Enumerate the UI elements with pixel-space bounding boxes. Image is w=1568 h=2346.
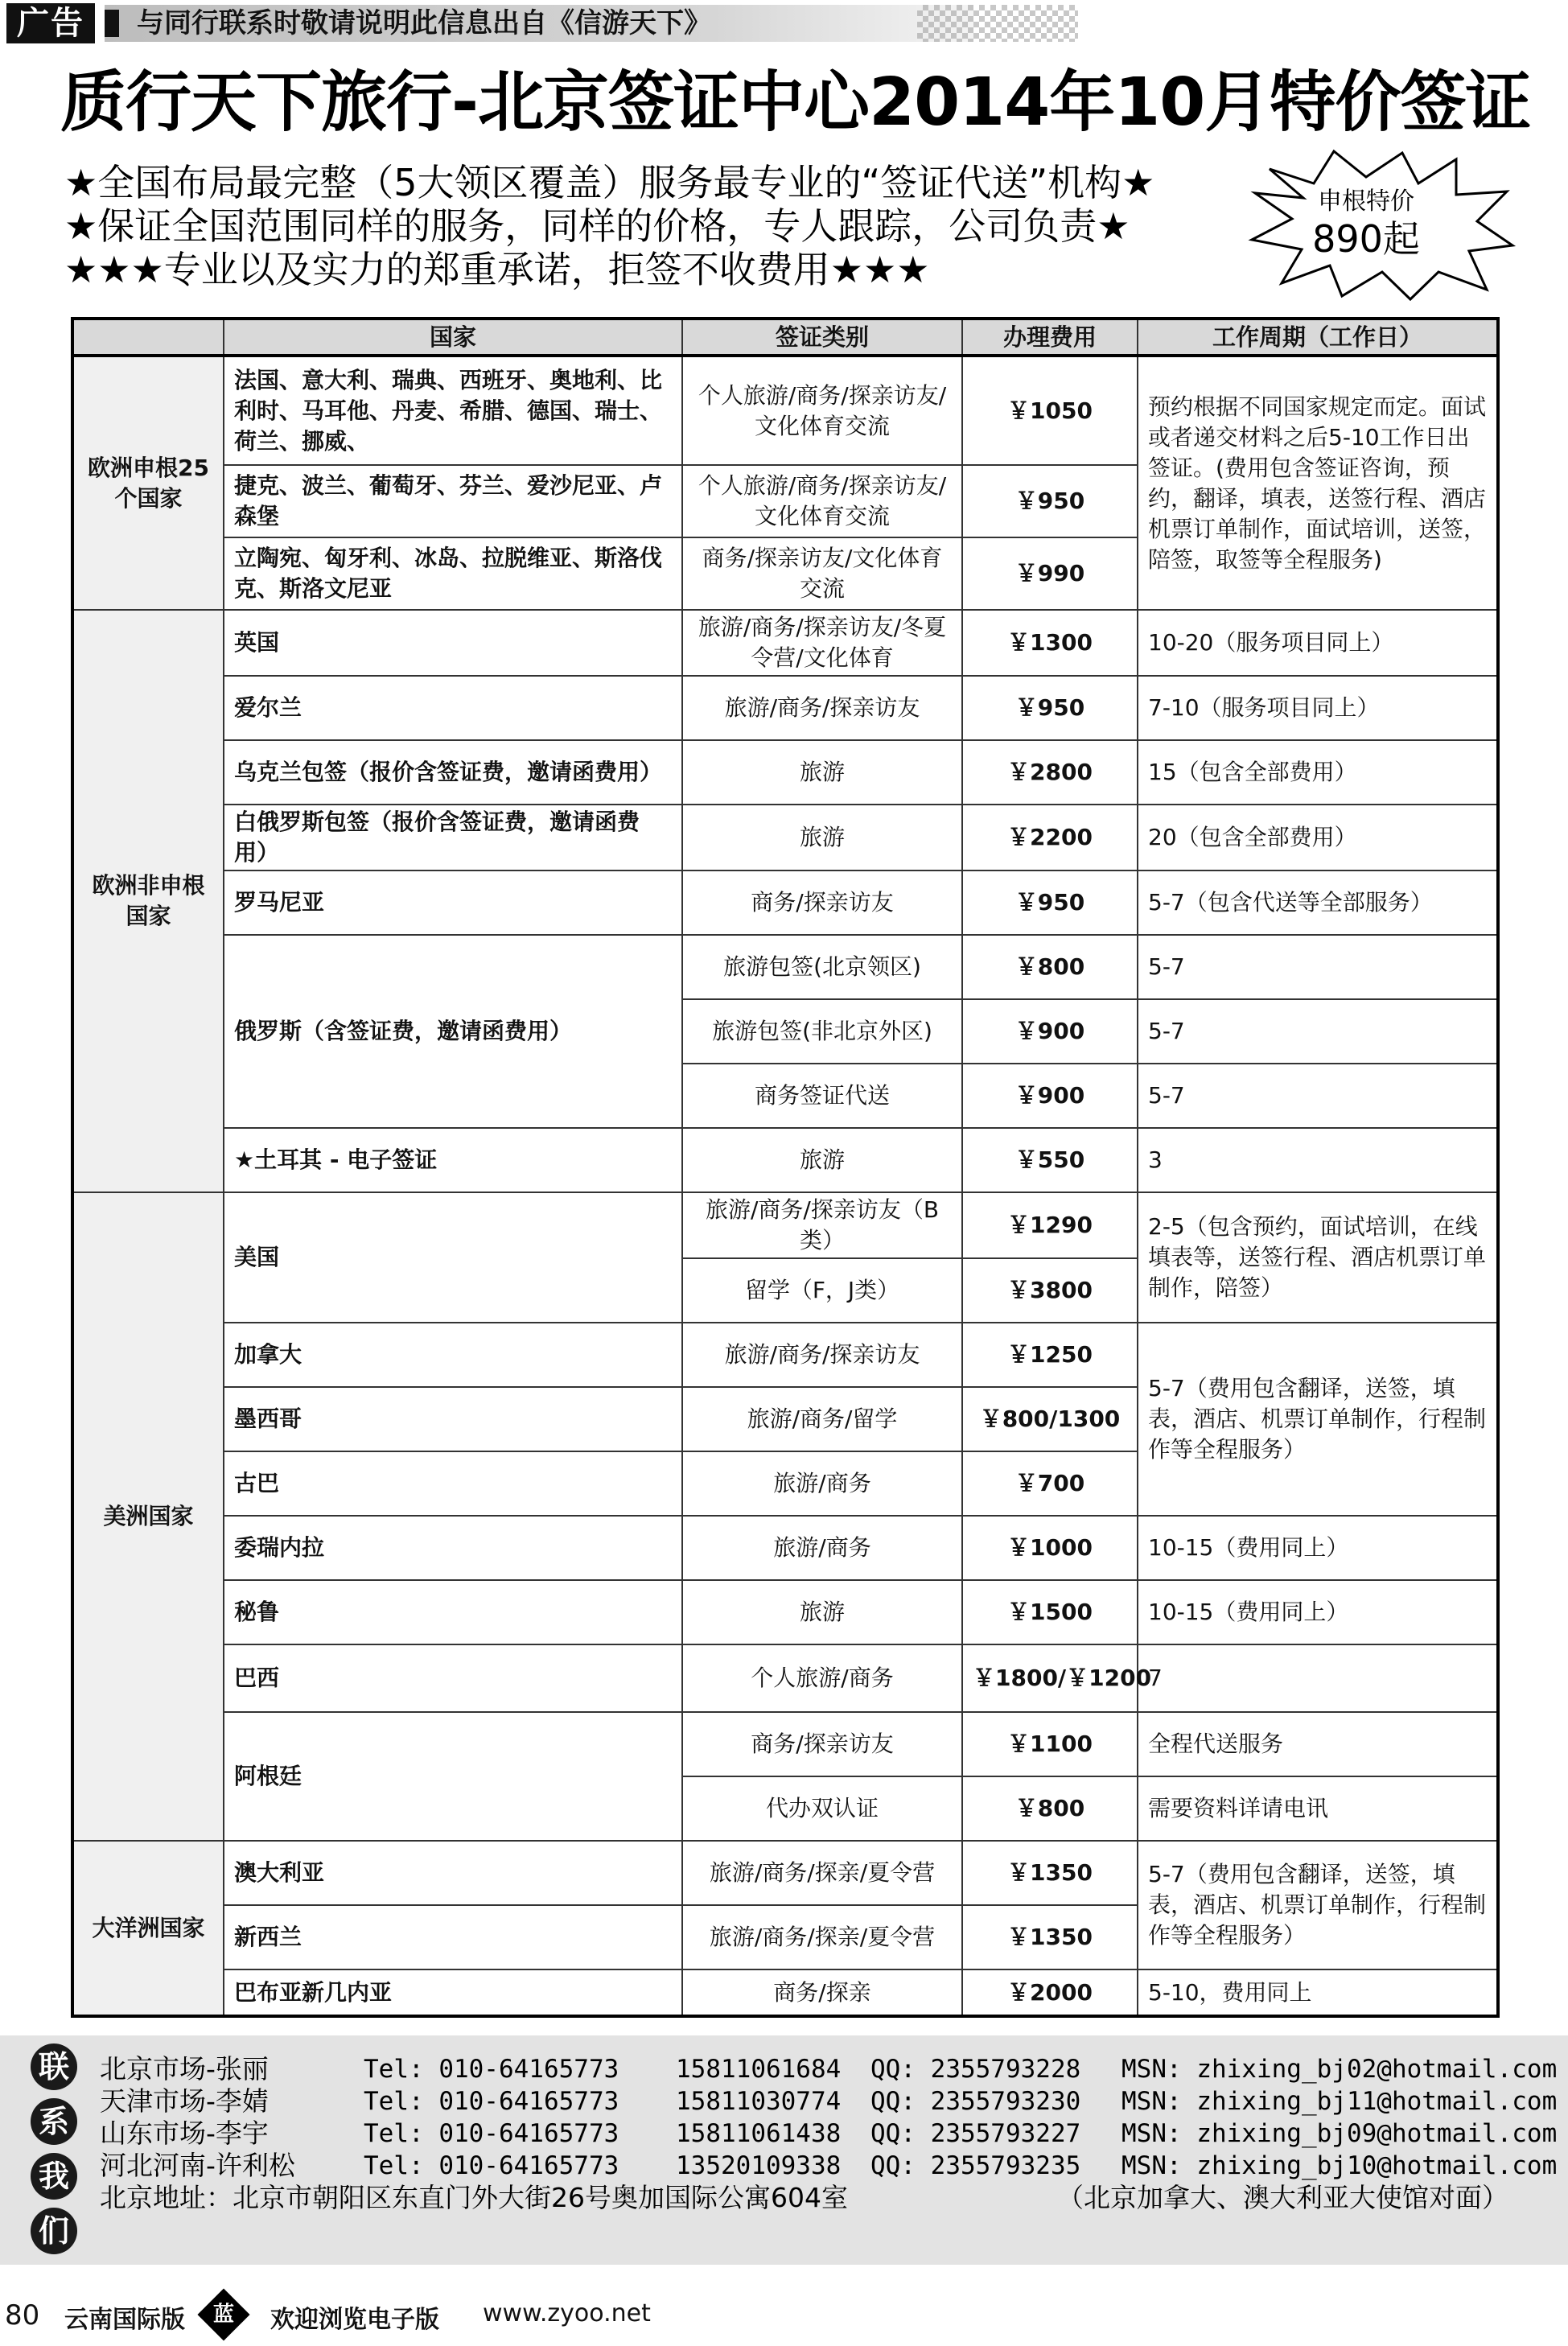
table-row	[72, 740, 1498, 805]
table-row	[72, 676, 1498, 740]
contact-tel: Tel: 010-64165773	[364, 2151, 619, 2180]
visa-type-cell: 商务/探亲	[682, 1969, 962, 2016]
fee-cell: ￥1100	[962, 1712, 1138, 1776]
period-cell: 7	[1138, 1644, 1498, 1712]
country-cell: 白俄罗斯包签（报价含签证费，邀请函费用）	[224, 805, 682, 870]
fee-cell: ￥3800	[962, 1258, 1138, 1323]
contact-tab-char: 系	[31, 2098, 77, 2145]
fee-cell: ￥1350	[962, 1905, 1138, 1969]
table-row	[72, 1128, 1498, 1192]
fee-cell: ￥1050	[962, 356, 1138, 465]
contact-name: 山东市场-李宇	[100, 2118, 269, 2149]
period-cell: 15（包含全部费用）	[1138, 740, 1498, 805]
country-cell: 罗马尼亚	[224, 870, 682, 935]
country-cell: 英国	[224, 610, 682, 676]
contact-name: 河北河南-许利松	[100, 2150, 295, 2181]
fee-cell: ￥950	[962, 676, 1138, 740]
visa-price-table	[71, 317, 1500, 2018]
period-cell: 5-7	[1138, 1064, 1498, 1128]
fee-cell: ￥2000	[962, 1969, 1138, 2016]
period-cell: 10-15（费用同上）	[1138, 1516, 1498, 1580]
visa-type-cell: 旅游/商务	[682, 1516, 962, 1580]
table-row	[72, 1323, 1498, 1387]
fee-cell: ￥1350	[962, 1841, 1138, 1905]
country-cell: 捷克、波兰、葡萄牙、芬兰、爱沙尼亚、卢森堡	[224, 465, 682, 537]
ad-bar	[0, 0, 1568, 47]
visa-type-cell: 旅游/商务/留学	[682, 1387, 962, 1451]
period-cell: 5-7（费用包含翻译，送签，填表，酒店、机票订单制作，行程制作等全程服务）	[1138, 1841, 1498, 1969]
period-cell: 5-10，费用同上	[1138, 1969, 1498, 2016]
visa-type-cell: 代办双认证	[682, 1776, 962, 1841]
page-title: 质行天下旅行-北京签证中心2014年10月特价签证	[60, 64, 1531, 141]
contact-qq: QQ: 2355793230	[870, 2087, 1081, 2116]
table-row	[72, 935, 1498, 999]
contact-tel: Tel: 010-64165773	[364, 2119, 619, 2148]
fee-cell: ￥1250	[962, 1323, 1138, 1387]
period-cell: 需要资料详请电讯	[1138, 1776, 1498, 1841]
country-cell: 立陶宛、匈牙利、冰岛、拉脱维亚、斯洛伐克、斯洛文尼亚	[224, 537, 682, 610]
contact-tab	[29, 2035, 77, 2265]
contact-name: 天津市场-李婧	[100, 2085, 269, 2117]
badge-text: 蓝	[212, 2303, 234, 2327]
contact-msn: MSN: zhixing_bj11@hotmail.com	[1121, 2087, 1558, 2116]
fee-cell: ￥2800	[962, 740, 1138, 805]
visa-type-cell: 旅游	[682, 1580, 962, 1644]
fee-cell: ￥550	[962, 1128, 1138, 1192]
fee-cell: ￥900	[962, 1064, 1138, 1128]
period-cell: 20（包含全部费用）	[1138, 805, 1498, 870]
contact-name: 北京市场-张丽	[100, 2053, 269, 2085]
region-americas: 美洲国家	[72, 1192, 224, 1841]
country-cell: 墨西哥	[224, 1387, 682, 1451]
fee-cell: ￥800	[962, 935, 1138, 999]
period-cell: 全程代送服务	[1138, 1712, 1498, 1776]
visa-type-cell: 商务/探亲访友	[682, 870, 962, 935]
header-region	[72, 319, 224, 356]
header-fee: 办理费用	[962, 319, 1138, 356]
table-header-row	[72, 319, 1498, 356]
contact-msn: MSN: zhixing_bj09@hotmail.com	[1121, 2119, 1558, 2148]
fee-cell: ￥900	[962, 999, 1138, 1064]
country-cell: 新西兰	[224, 1905, 682, 1969]
contact-address-note: （北京加拿大、澳大利亚大使馆对面）	[1057, 2182, 1508, 2213]
visa-type-cell: 旅游/商务/探亲访友（B类）	[682, 1192, 962, 1258]
period-cell: 10-20（服务项目同上）	[1138, 610, 1498, 676]
visa-type-cell: 个人旅游/商务	[682, 1644, 962, 1712]
contact-tel: Tel: 010-64165773	[364, 2055, 619, 2084]
fee-cell: ￥700	[962, 1451, 1138, 1516]
visa-type-cell: 旅游/商务	[682, 1451, 962, 1516]
header-visa-type: 签证类别	[682, 319, 962, 356]
period-cell: 3	[1138, 1128, 1498, 1192]
promo-line-1: 申根特价	[1318, 187, 1414, 216]
visa-type-cell: 旅游/商务/探亲/夏令营	[682, 1905, 962, 1969]
header-period: 工作周期（工作日）	[1138, 319, 1498, 356]
ad-strip	[105, 5, 973, 42]
table-row	[72, 1580, 1498, 1644]
contact-mobile: 13520109338	[676, 2151, 842, 2180]
fee-cell: ￥1800/￥1200	[962, 1644, 1138, 1712]
visa-type-cell: 商务/探亲访友/文化体育交流	[682, 537, 962, 610]
table-row	[72, 356, 1498, 465]
period-cell: 预约根据不同国家规定而定。面试或者递交材料之后5-10工作日出签证。(费用包含签证咨询，预约，翻译，填表，送签行程、酒店机票订单制作，面试培训，送签，陪签，取签等全程服务)	[1138, 356, 1498, 610]
visa-type-cell: 旅游/商务/探亲/夏令营	[682, 1841, 962, 1905]
period-cell: 5-7	[1138, 999, 1498, 1064]
fee-cell: ￥1500	[962, 1580, 1138, 1644]
visa-type-cell: 个人旅游/商务/探亲访友/文化体育交流	[682, 356, 962, 465]
contact-mobile: 15811061684	[676, 2055, 842, 2084]
contact-mobile: 15811061438	[676, 2119, 842, 2148]
country-cell: 巴西	[224, 1644, 682, 1712]
region-oceania: 大洋洲国家	[72, 1841, 224, 2016]
period-cell: 5-7（费用包含翻译，送签，填表，酒店、机票订单制作，行程制作等全程服务）	[1138, 1323, 1498, 1516]
contact-mobile: 15811030774	[676, 2087, 842, 2116]
period-cell: 10-15（费用同上）	[1138, 1580, 1498, 1644]
contact-tab-char: 我	[31, 2153, 77, 2200]
table-row	[72, 1516, 1498, 1580]
region-schengen: 欧洲申根25个国家	[72, 356, 224, 610]
visa-type-cell: 留学（F，J类）	[682, 1258, 962, 1323]
slogans	[64, 161, 1271, 291]
country-cell: ★土耳其 - 电子签证	[224, 1128, 682, 1192]
fee-cell: ￥1290	[962, 1192, 1138, 1258]
welcome-text: 欢迎浏览电子版	[270, 2306, 439, 2334]
visa-type-cell: 旅游/商务/探亲访友/冬夏令营/文化体育	[682, 610, 962, 676]
visa-type-cell: 商务签证代送	[682, 1064, 962, 1128]
fee-cell: ￥1300	[962, 610, 1138, 676]
period-cell: 2-5（包含预约，面试培训，在线填表等，送签行程、酒店机票订单制作，陪签）	[1138, 1192, 1498, 1323]
visa-type-cell: 旅游/商务/探亲访友	[682, 1323, 962, 1387]
slogan-1: ★全国布局最完整（5大领区覆盖）服务最专业的“签证代送”机构★	[64, 161, 1155, 204]
country-cell: 巴布亚新几内亚	[224, 1969, 682, 2016]
checker-pattern	[917, 5, 1078, 42]
contact-msn: MSN: zhixing_bj02@hotmail.com	[1121, 2055, 1558, 2084]
page-number: 80	[5, 2299, 40, 2332]
contact-address: 北京地址：北京市朝阳区东直门外大街26号奥加国际公寓604室	[100, 2182, 848, 2213]
header-country: 国家	[224, 319, 682, 356]
fee-cell: ￥2200	[962, 805, 1138, 870]
table-row	[72, 870, 1498, 935]
contact-qq: QQ: 2355793235	[870, 2151, 1081, 2180]
contact-qq: QQ: 2355793228	[870, 2055, 1081, 2084]
table-row	[72, 1712, 1498, 1776]
ad-note: 与同行联系时敬请说明此信息出自《信游天下》	[137, 7, 711, 39]
country-cell: 委瑞内拉	[224, 1516, 682, 1580]
country-cell: 法国、意大利、瑞典、西班牙、奥地利、比利时、马耳他、丹麦、希腊、德国、瑞士、荷兰、挪威、	[224, 356, 682, 465]
contact-qq: QQ: 2355793227	[870, 2119, 1081, 2148]
table-row	[72, 1969, 1498, 2016]
country-cell: 乌克兰包签（报价含签证费，邀请函费用）	[224, 740, 682, 805]
country-cell: 古巴	[224, 1451, 682, 1516]
period-cell: 7-10（服务项目同上）	[1138, 676, 1498, 740]
table-row	[72, 1841, 1498, 1905]
fee-cell: ￥800/1300	[962, 1387, 1138, 1451]
period-cell: 5-7	[1138, 935, 1498, 999]
contact-tab-char: 联	[31, 2043, 77, 2090]
visa-type-cell: 旅游	[682, 805, 962, 870]
visa-type-cell: 旅游	[682, 1128, 962, 1192]
site-link[interactable]: www.zyoo.net	[483, 2299, 651, 2327]
country-cell: 阿根廷	[224, 1712, 682, 1841]
country-cell: 秘鲁	[224, 1580, 682, 1644]
visa-type-cell: 个人旅游/商务/探亲访友/文化体育交流	[682, 465, 962, 537]
fee-cell: ￥800	[962, 1776, 1138, 1841]
visa-type-cell: 商务/探亲访友	[682, 1712, 962, 1776]
fee-cell: ￥950	[962, 870, 1138, 935]
table-row	[72, 610, 1498, 676]
table-row	[72, 805, 1498, 870]
country-cell: 美国	[224, 1192, 682, 1323]
table-row	[72, 1644, 1498, 1712]
visa-type-cell: 旅游包签(北京领区)	[682, 935, 962, 999]
page-footer	[0, 2285, 1568, 2346]
edition-label: 云南国际版	[64, 2306, 185, 2334]
country-cell: 爱尔兰	[224, 676, 682, 740]
contact-msn: MSN: zhixing_bj10@hotmail.com	[1121, 2151, 1558, 2180]
region-nonschengen: 欧洲非申根国家	[72, 610, 224, 1192]
period-cell: 5-7（包含代送等全部服务）	[1138, 870, 1498, 935]
visa-type-cell: 旅游/商务/探亲访友	[682, 676, 962, 740]
slogan-2: ★保证全国范围同样的服务，同样的价格，专人跟踪，公司负责★	[64, 204, 1130, 248]
visa-type-cell: 旅游包签(非北京外区)	[682, 999, 962, 1064]
contact-section	[0, 2035, 1568, 2265]
country-cell: 加拿大	[224, 1323, 682, 1387]
visa-type-cell: 旅游	[682, 740, 962, 805]
slogan-3: ★★★专业以及实力的郑重承诺，拒签不收费用★★★	[64, 248, 930, 291]
country-cell: 俄罗斯（含签证费，邀请函费用）	[224, 935, 682, 1128]
ad-tag: 广告	[6, 3, 95, 43]
contact-tab-char: 们	[31, 2208, 77, 2254]
fee-cell: ￥990	[962, 537, 1138, 610]
fee-cell: ￥1000	[962, 1516, 1138, 1580]
badge-icon	[197, 2288, 249, 2340]
fee-cell: ￥950	[962, 465, 1138, 537]
contact-tel: Tel: 010-64165773	[364, 2087, 619, 2116]
table-row	[72, 1192, 1498, 1258]
promo-line-2: 890起	[1312, 217, 1420, 261]
promo-badge	[1245, 187, 1487, 261]
country-cell: 澳大利亚	[224, 1841, 682, 1905]
